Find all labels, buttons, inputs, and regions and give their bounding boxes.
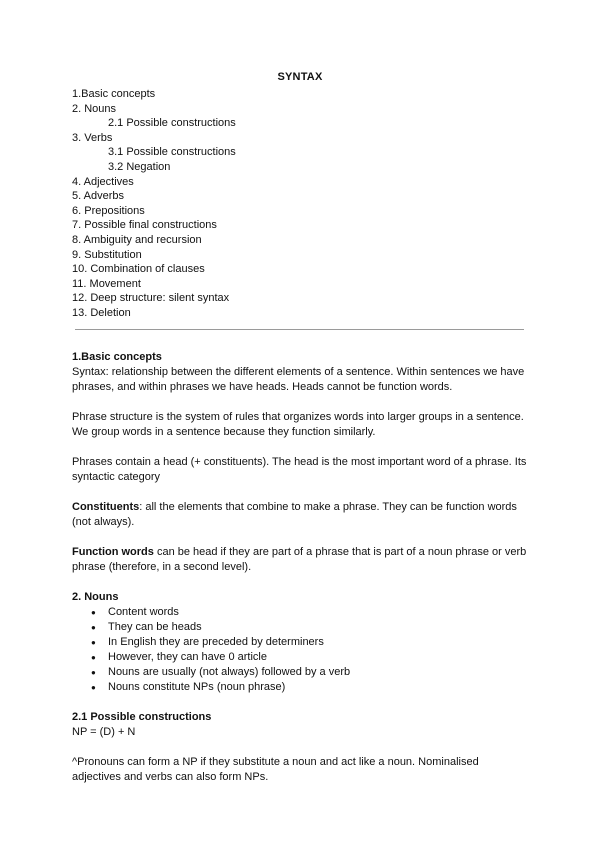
list-item: ● In English they are preceded by determiners <box>108 635 530 650</box>
toc-item: 8. Ambiguity and recursion <box>72 233 202 246</box>
toc-item: 9. Substitution <box>72 248 142 261</box>
toc-item: 2. Nouns <box>72 102 117 115</box>
toc-item: 12. Deep structure: silent syntax <box>72 292 230 305</box>
toc-item: 1.Basic concepts <box>72 88 156 100</box>
section-heading: 1.Basic concepts <box>72 351 162 363</box>
horizontal-divider <box>75 329 524 330</box>
paragraph: Phrases contain a head (+ constituents). The head is the most important word of a phrase. Its syntactic category <box>72 456 527 483</box>
list-item: ● Content words <box>108 605 530 620</box>
paragraph <box>72 500 530 530</box>
toc-subitem: 3.2 Negation <box>108 160 171 173</box>
table-of-contents <box>72 87 236 321</box>
toc-subitem: 3.1 Possible constructions <box>108 146 236 159</box>
list-item: ● However, they can have 0 article <box>108 650 530 665</box>
toc-item: 7. Possible final constructions <box>72 219 217 232</box>
paragraph: ^Pronouns can form a NP if they substitute a noun and act like a noun. Nominalised adjectives and verbs can also form NPs. <box>72 756 479 783</box>
document-body <box>72 350 530 785</box>
toc-item: 11. Movement <box>72 277 141 290</box>
bullet-list <box>72 605 530 695</box>
list-item: ● Nouns constitute NPs (noun phrase) <box>108 680 530 695</box>
term-bold: Function words <box>72 546 154 558</box>
toc-item: 4. Adjectives <box>72 175 134 188</box>
paragraph: Phrase structure is the system of rules that organizes words into larger groups in a sentence. We group words in a sentence because they function similarly. <box>72 411 524 438</box>
list-item: ● Nouns are usually (not always) followed by a verb <box>108 665 530 680</box>
toc-item: 3. Verbs <box>72 131 113 144</box>
toc-item: 13. Deletion <box>72 306 131 319</box>
toc-item: 6. Prepositions <box>72 204 145 217</box>
section-heading: 2. Nouns <box>72 591 119 603</box>
paragraph: Syntax: relationship between the different elements of a sentence. Within sentences we have phrases, and within phrases we have heads. Heads cannot be function words. <box>72 366 525 393</box>
term-bold: Constituents <box>72 501 140 513</box>
section-heading: 2.1 Possible constructions <box>72 711 212 723</box>
list-item: ● They can be heads <box>108 620 530 635</box>
toc-item: 10. Combination of clauses <box>72 263 205 276</box>
toc-item: 5. Adverbs <box>72 190 124 203</box>
toc-subitem: 2.1 Possible constructions <box>108 117 236 130</box>
definition-text: : all the elements that combine to make a phrase. They can be function words (not always). <box>72 501 517 528</box>
document-title: SYNTAX <box>277 71 323 83</box>
definition-text: can be head if they are part of a phrase that is part of a noun phrase or verb phrase (therefore, in a second level). <box>72 546 527 573</box>
formula: NP = (D) + N <box>72 726 136 738</box>
paragraph <box>72 545 530 575</box>
